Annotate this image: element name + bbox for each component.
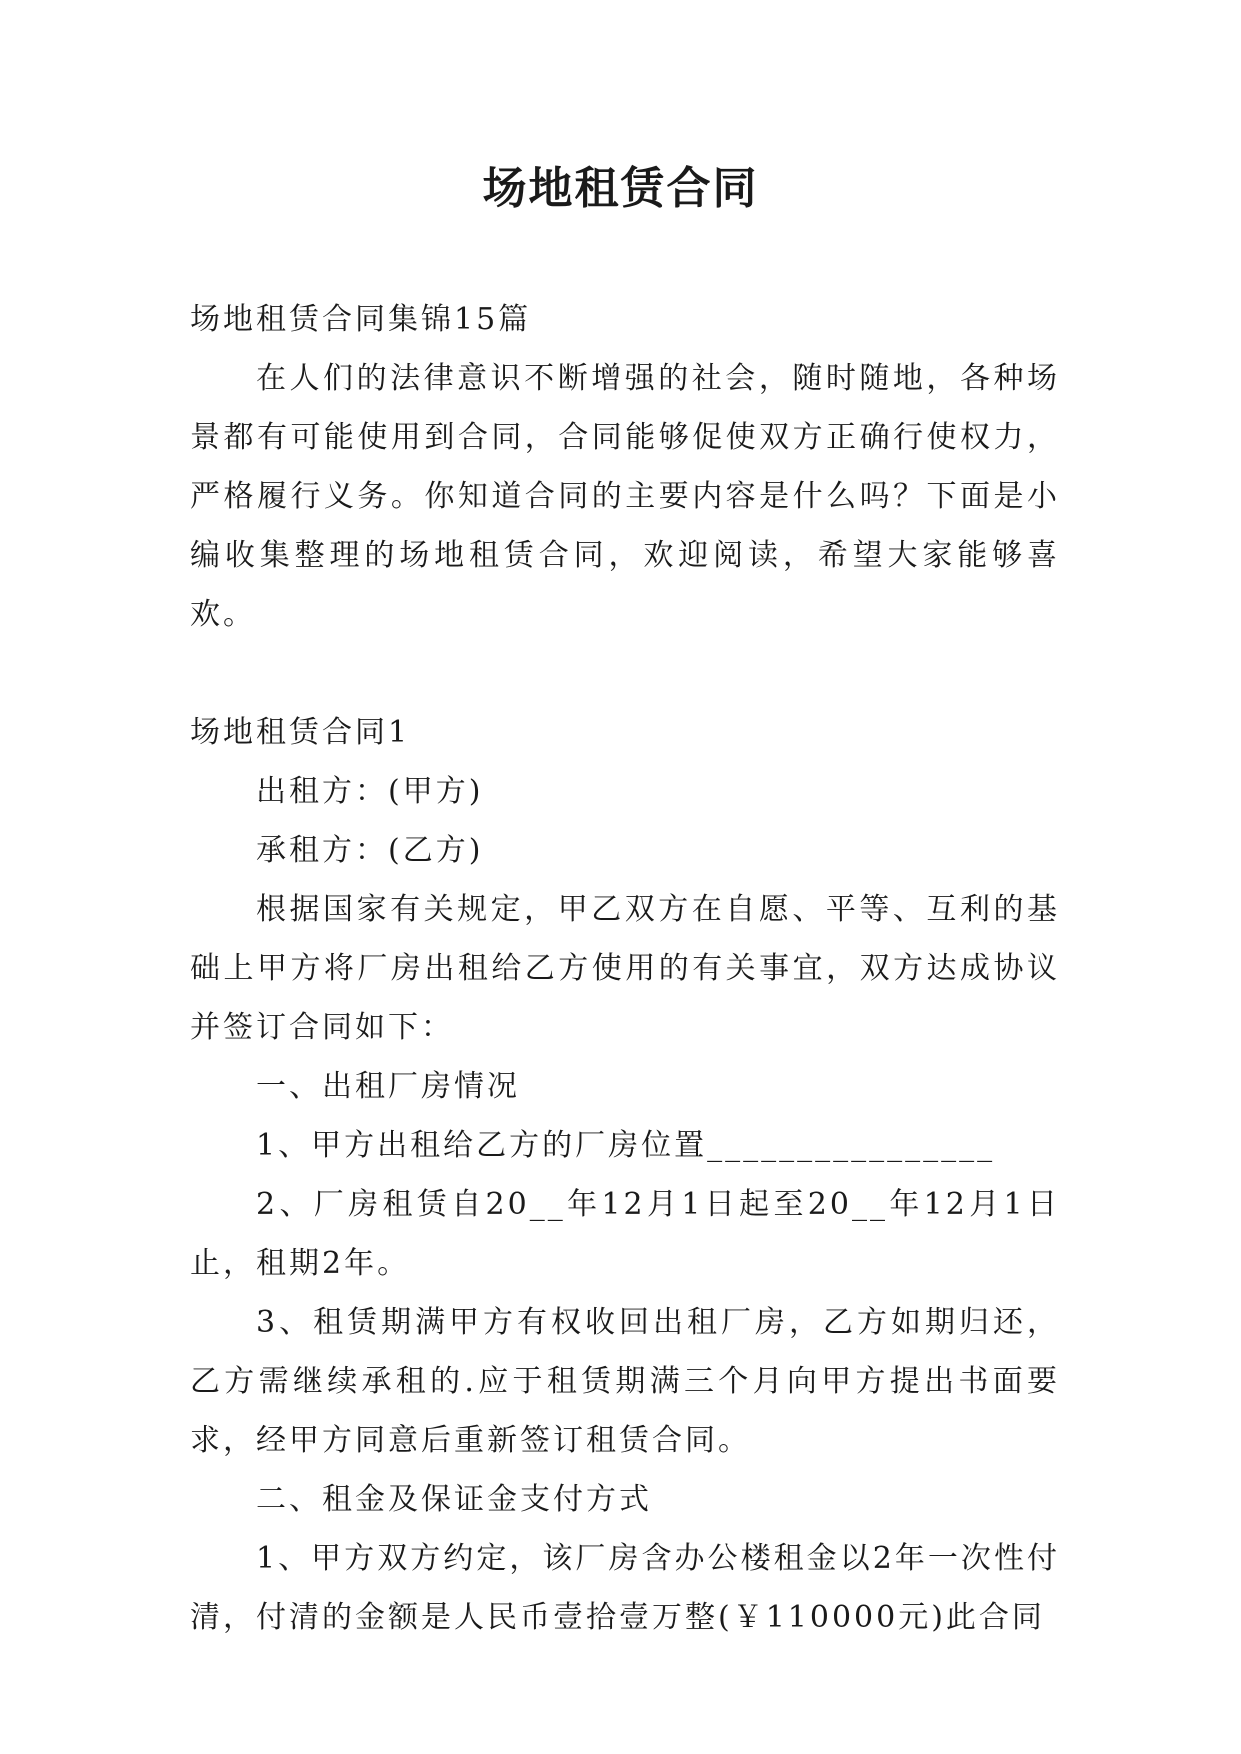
- section-heading: 场地租赁合同1: [190, 715, 411, 750]
- lessee-line: 承租方：(乙方): [256, 833, 484, 868]
- document-body: [190, 290, 1060, 1647]
- lessor-line: 出租方：(甲方): [256, 774, 484, 809]
- intro-paragraph: 在人们的法律意识不断增强的社会，随时随地，各种场景都有可能使用到合同，合同能够促使双方正确行使权力，严格履行义务。你知道合同的主要内容是什么吗？下面是小编收集整理的场地租赁合同，欢迎阅读，希望大家能够喜欢。: [190, 361, 1060, 632]
- clause-1-heading: 一、出租厂房情况: [256, 1069, 520, 1104]
- document-title: 场地租赁合同: [482, 163, 759, 214]
- preamble-paragraph: 根据国家有关规定，甲乙双方在自愿、平等、互利的基础上甲方将厂房出租给乙方使用的有关事宜，双方达成协议并签订合同如下：: [190, 892, 1060, 1045]
- clause-2-item-1: 1、甲方双方约定，该厂房含办公楼租金以2年一次性付清，付清的金额是人民币壹拾壹万整(￥110000元)此合同: [190, 1541, 1060, 1635]
- collection-subtitle: 场地租赁合同集锦15篇: [190, 302, 532, 337]
- clause-2-heading: 二、租金及保证金支付方式: [256, 1482, 652, 1517]
- clause-1-item-3: 3、租赁期满甲方有权收回出租厂房，乙方如期归还，乙方需继续承租的.应于租赁期满三个月向甲方提出书面要求，经甲方同意后重新签订租赁合同。: [190, 1305, 1060, 1458]
- clause-1-item-2: 2、厂房租赁自20__年12月1日起至20__年12月1日止，租期2年。: [190, 1187, 1060, 1281]
- paragraph-spacer: [190, 644, 1060, 703]
- clause-1-item-1: 1、甲方出租给乙方的厂房位置________________: [256, 1128, 996, 1163]
